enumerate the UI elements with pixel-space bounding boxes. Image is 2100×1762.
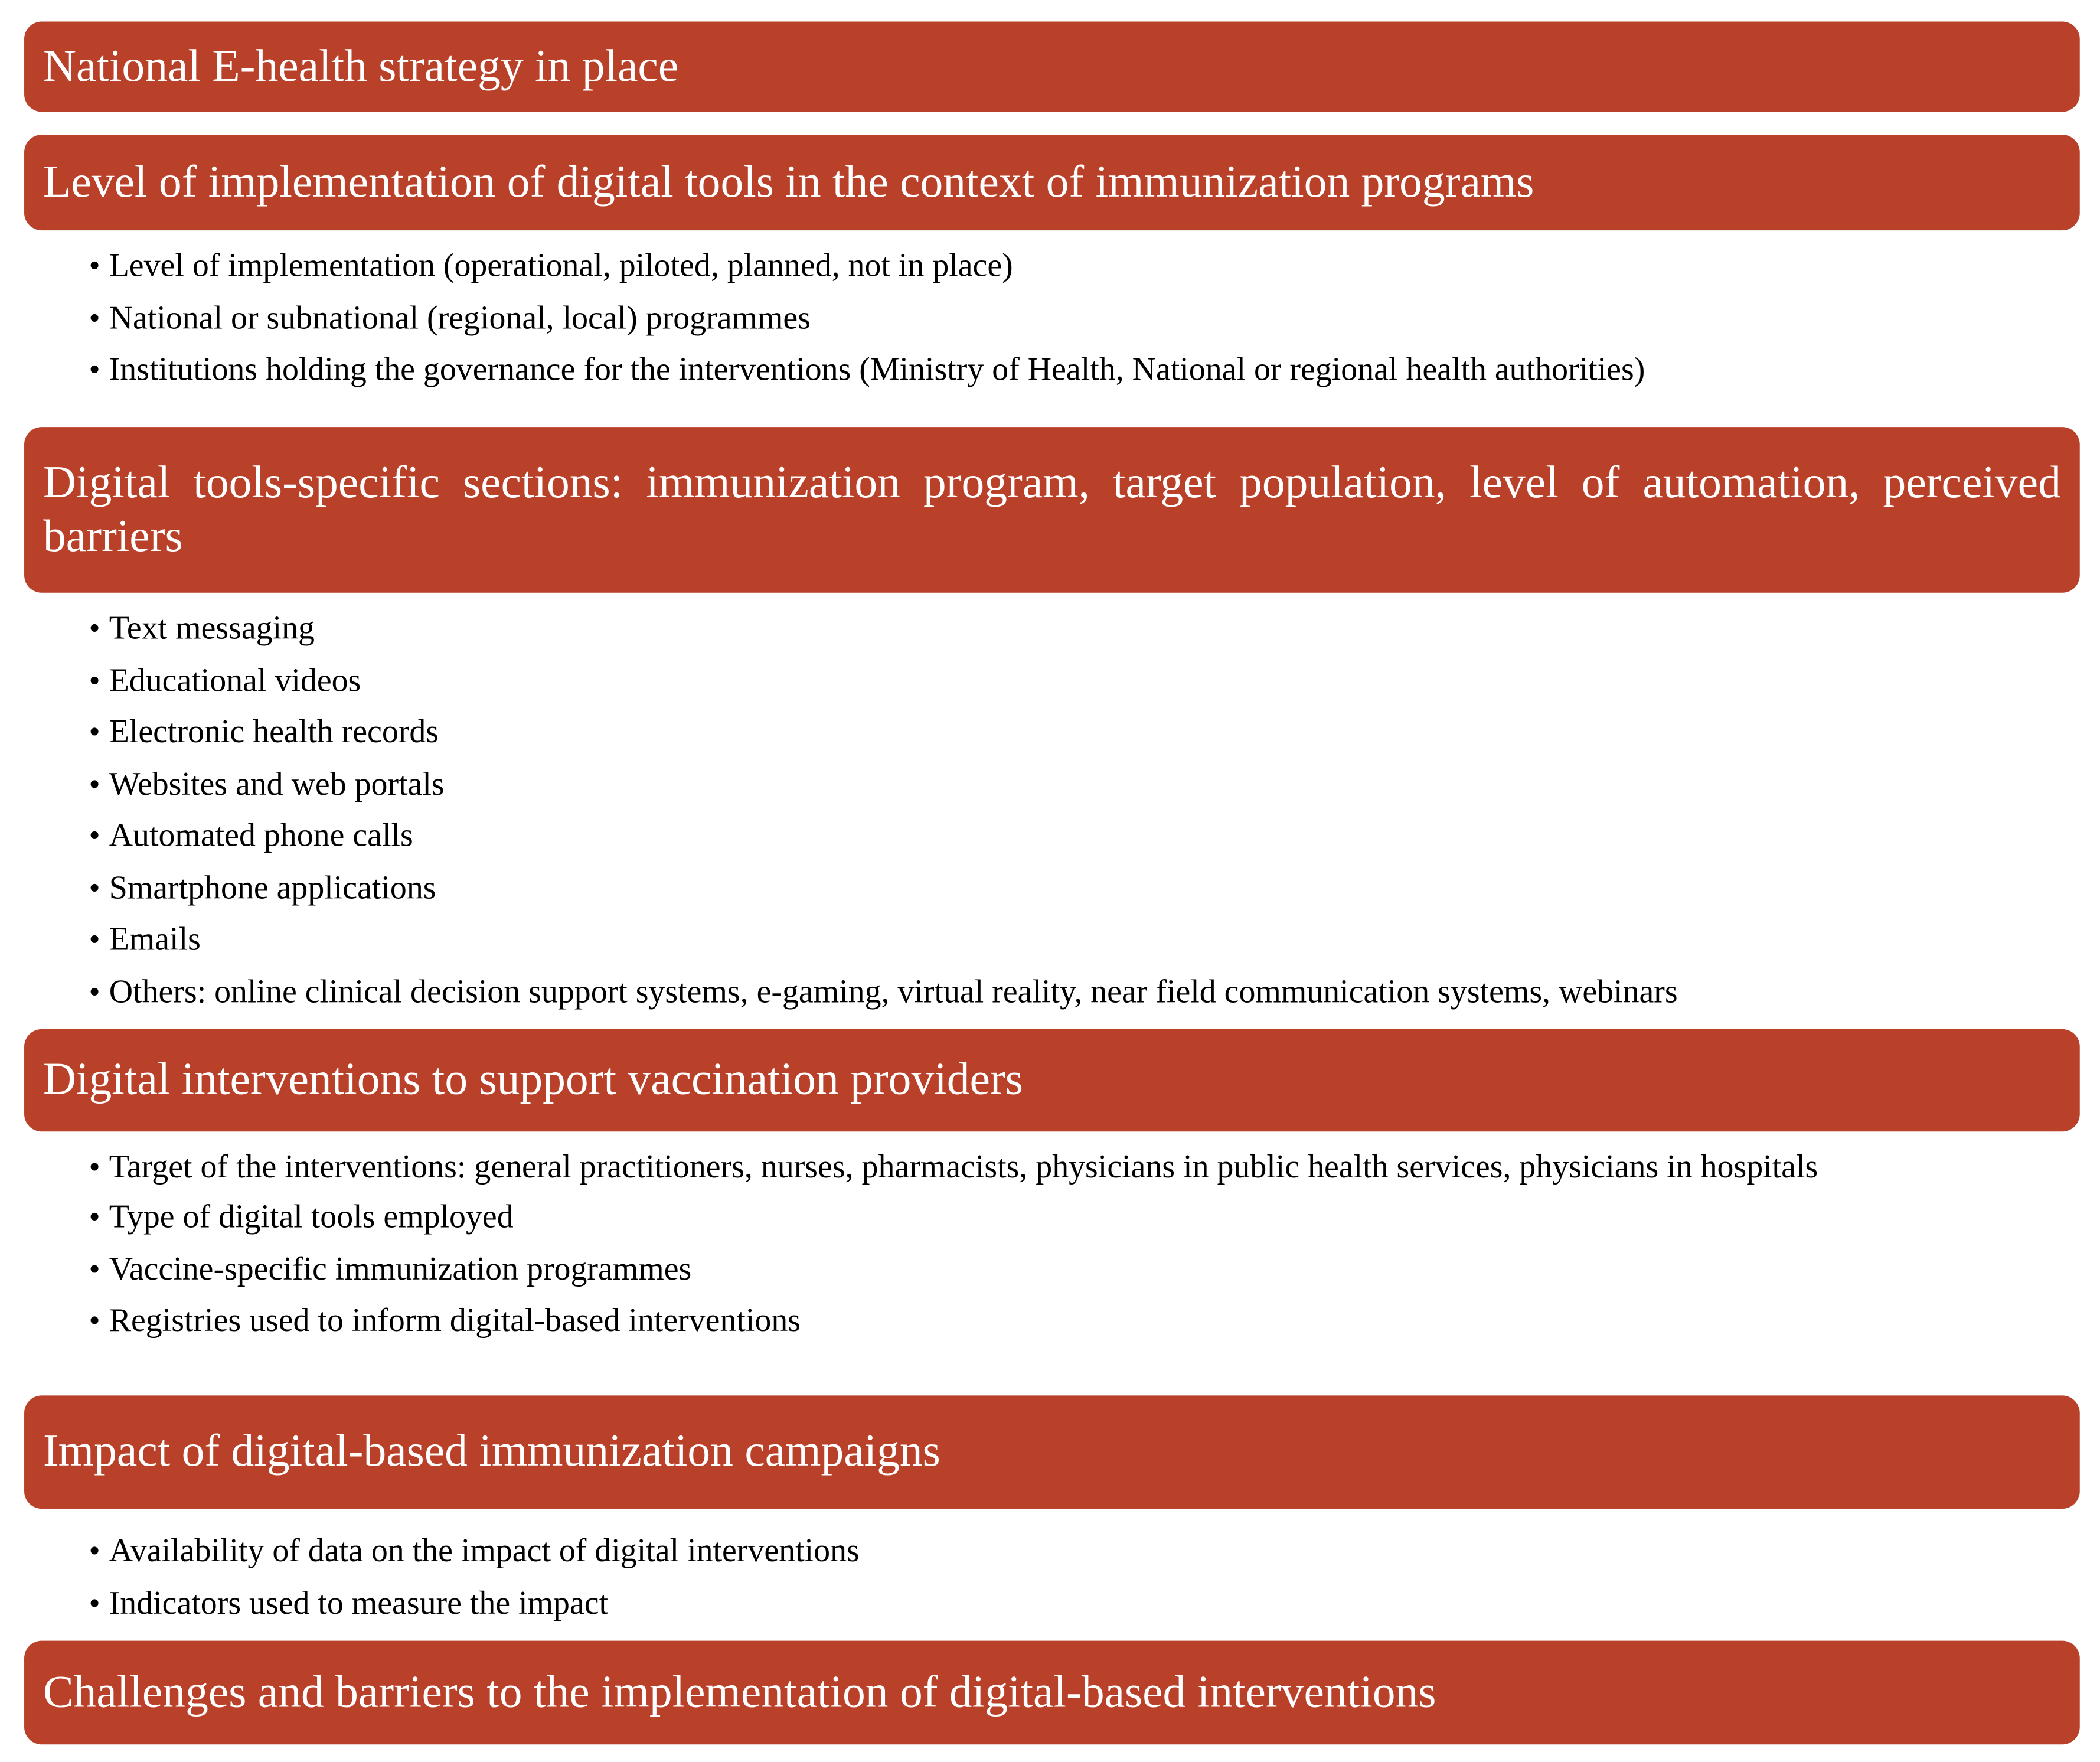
implementation-level-list bbox=[89, 248, 2060, 403]
bullet-icon: • bbox=[89, 611, 100, 647]
section-header-ehealth-strategy bbox=[24, 22, 2080, 112]
list-item: • Smartphone applications bbox=[89, 870, 2060, 922]
bullet-icon: • bbox=[89, 1200, 100, 1235]
section-header-impact bbox=[24, 1395, 2080, 1509]
bullet-icon: • bbox=[89, 715, 100, 751]
digital-tools-list bbox=[89, 610, 2060, 1025]
bullet-icon: • bbox=[89, 1252, 100, 1287]
section-header-title: National E-health strategy in place bbox=[43, 41, 679, 91]
bullet-icon: • bbox=[89, 1534, 100, 1570]
bullet-icon: • bbox=[89, 922, 100, 958]
list-item: • Emails bbox=[89, 921, 2060, 973]
section-header-title: Digital tools-specific sections: immunization program, target population, level of automation, perceived barriers bbox=[43, 457, 2061, 562]
bullet-icon: • bbox=[89, 767, 100, 802]
list-item: • Type of digital tools employed bbox=[89, 1199, 2060, 1251]
list-item: • Availability of data on the impact of digital interventions bbox=[89, 1533, 2060, 1585]
section-header-title: Digital interventions to support vaccination providers bbox=[43, 1055, 1023, 1105]
list-item: • Target of the interventions: general practitioners, nurses, pharmacists, physicians in public health services, physicians in hospitals bbox=[89, 1148, 2060, 1199]
list-item: • Others: online clinical decision support systems, e-gaming, virtual reality, near field communication systems, webinars bbox=[89, 973, 2060, 1025]
bullet-icon: • bbox=[89, 1586, 100, 1621]
list-item: • Websites and web portals bbox=[89, 766, 2060, 818]
list-item: • Level of implementation (operational, piloted, planned, not in place) bbox=[89, 248, 2060, 300]
section-header-title: Challenges and barriers to the implementation of digital-based interventions bbox=[43, 1667, 1436, 1717]
list-item: • Text messaging bbox=[89, 610, 2060, 662]
bullet-icon: • bbox=[89, 301, 100, 337]
vaccination-providers-list bbox=[89, 1148, 2060, 1355]
bullet-icon: • bbox=[89, 1304, 100, 1339]
section-header-implementation-level bbox=[24, 135, 2080, 230]
list-item: • Electronic health records bbox=[89, 714, 2060, 766]
section-header-title: Impact of digital-based immunization campaigns bbox=[43, 1426, 940, 1477]
list-item: • National or subnational (regional, local) programmes bbox=[89, 300, 2060, 352]
section-header-challenges bbox=[24, 1641, 2080, 1745]
bullet-icon: • bbox=[89, 870, 100, 906]
list-item: • Vaccine-specific immunization programmes bbox=[89, 1251, 2060, 1303]
list-item: • Automated phone calls bbox=[89, 818, 2060, 870]
list-item: • Educational videos bbox=[89, 662, 2060, 714]
bullet-icon: • bbox=[89, 819, 100, 854]
section-header-vaccination-providers bbox=[24, 1029, 2080, 1131]
bullet-icon: • bbox=[89, 249, 100, 285]
section-header-digital-tools bbox=[24, 427, 2080, 593]
section-header-title: Level of implementation of digital tools in the context of immunization programs bbox=[43, 156, 1534, 207]
list-item: • Registries used to inform digital-based interventions bbox=[89, 1303, 2060, 1355]
impact-list bbox=[89, 1533, 2060, 1637]
bullet-icon: • bbox=[89, 353, 100, 389]
bullet-icon: • bbox=[89, 663, 100, 699]
bullet-icon: • bbox=[89, 1150, 100, 1186]
list-item: • Indicators used to measure the impact bbox=[89, 1585, 2060, 1637]
bullet-icon: • bbox=[89, 974, 100, 1010]
list-item: • Institutions holding the governance for the interventions (Ministry of Health, National or regional health authorities) bbox=[89, 351, 2060, 403]
